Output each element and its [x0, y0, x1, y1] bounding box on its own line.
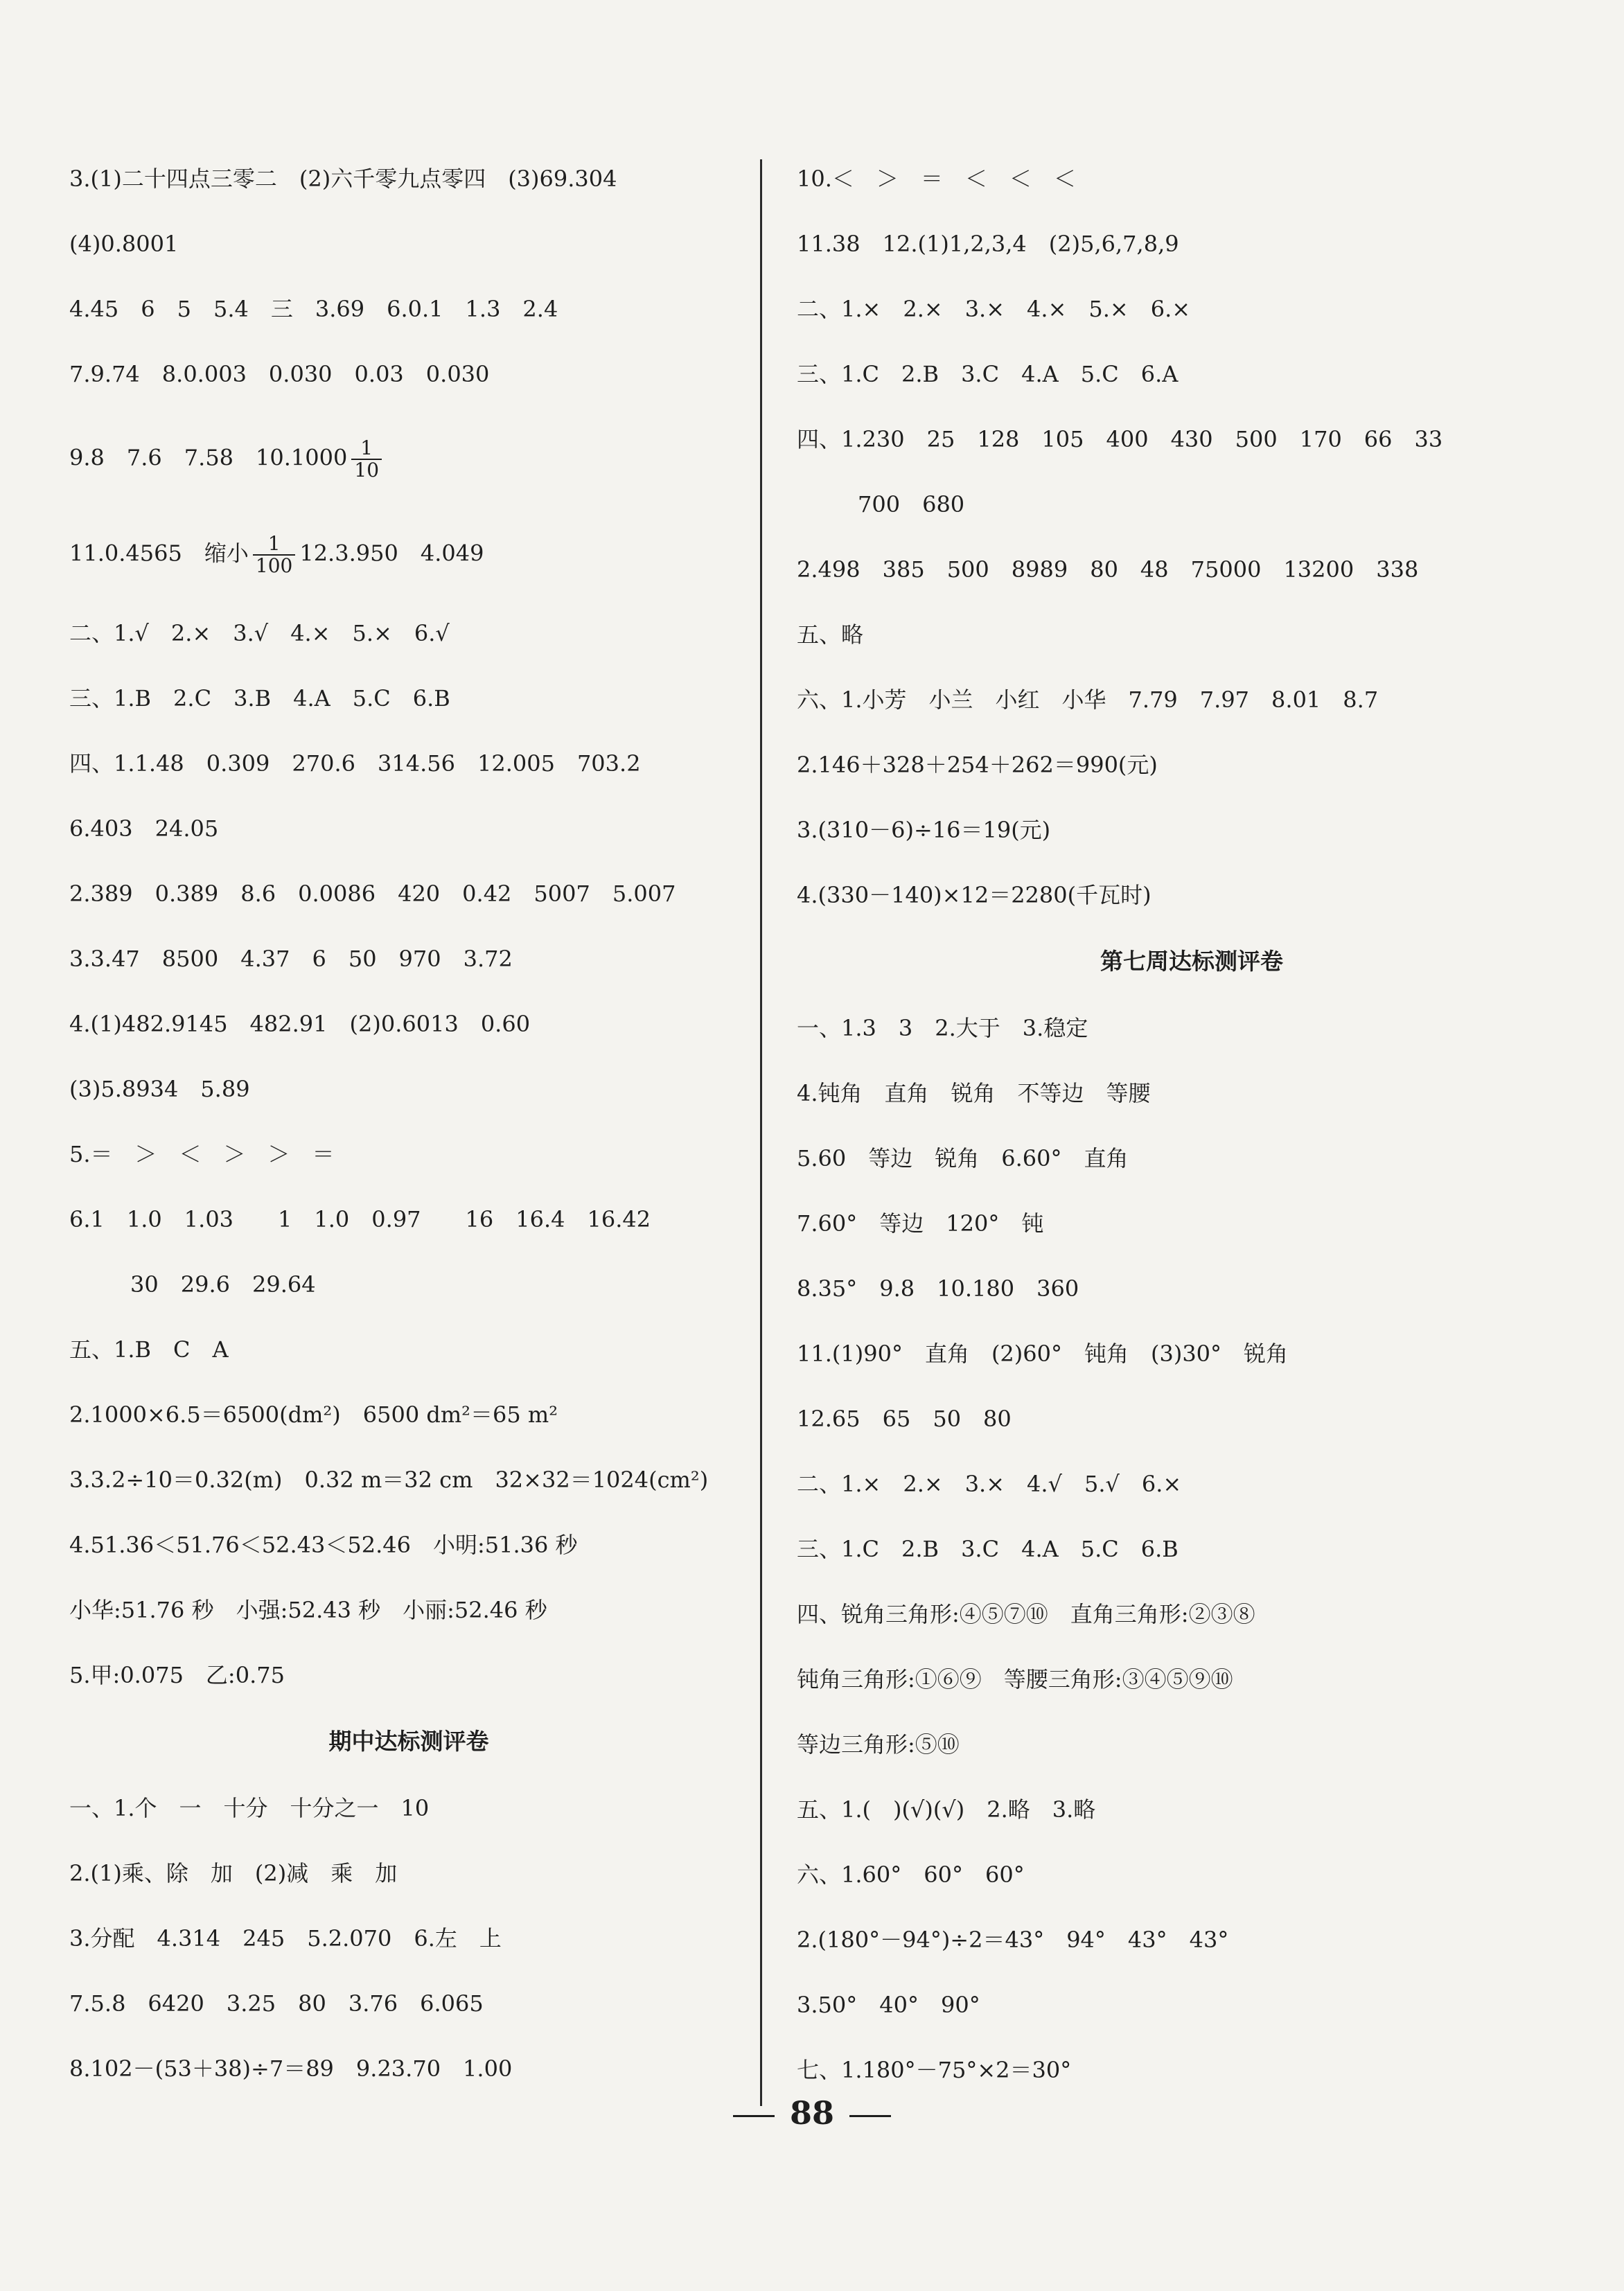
answer-line: 钝角三角形:①⑥⑨ 等腰三角形:③④⑤⑨⑩ — [797, 1666, 1233, 1692]
section-heading: 第七周达标测评卷 — [1100, 948, 1283, 975]
answer-line: 5.甲:0.075 乙:0.75 — [69, 1662, 285, 1688]
answer-line: 4.51.36＜51.76＜52.43＜52.46 小明:51.36 秒 — [69, 1532, 578, 1558]
answer-line: 七、1.180°－75°×2＝30° — [797, 2057, 1072, 2083]
answer-line: 等边三角形:⑤⑩ — [797, 1731, 960, 1758]
answer-line: 二、1.× 2.× 3.× 4.√ 5.√ 6.× — [797, 1471, 1182, 1497]
answer-line: 三、1.B 2.C 3.B 4.A 5.C 6.B — [69, 685, 450, 711]
answer-line: 6.403 24.05 — [69, 815, 219, 842]
answer-line: 六、1.小芳 小兰 小红 小华 7.79 7.97 8.01 8.7 — [797, 687, 1379, 713]
answer-line: 小华:51.76 秒 小强:52.43 秒 小丽:52.46 秒 — [69, 1597, 547, 1623]
answer-text: 9.8 7.6 7.58 10.1000 — [69, 444, 348, 471]
answer-line: 一、1.3 3 2.大于 3.稳定 — [797, 1015, 1088, 1041]
answer-line: 4.钝角 直角 锐角 不等边 等腰 — [797, 1080, 1151, 1106]
answer-line: 六、1.60° 60° 60° — [797, 1861, 1025, 1888]
page-number — [0, 2092, 1624, 2134]
answer-line: 二、1.× 2.× 3.× 4.× 5.× 6.× — [797, 296, 1191, 322]
answer-line: 四、1.230 25 128 105 400 430 500 170 66 33 — [797, 426, 1443, 452]
answer-line: 2.498 385 500 8989 80 48 75000 13200 338 — [797, 556, 1419, 583]
fraction-denominator: 10 — [354, 459, 380, 481]
answer-line: 一、1.个 一 十分 十分之一 10 — [69, 1795, 430, 1821]
fraction-numerator: 1 — [253, 533, 295, 556]
answer-line: 3.分配 4.314 245 5.2.070 6.左 上 — [69, 1925, 502, 1952]
answer-line: 2.146＋328＋254＋262＝990(元) — [797, 752, 1158, 778]
answer-line: 11.(1)90° 直角 (2)60° 钝角 (3)30° 锐角 — [797, 1341, 1289, 1367]
answer-line: 7.9.74 8.0.003 0.030 0.03 0.030 — [69, 361, 490, 387]
section-heading: 期中达标测评卷 — [328, 1728, 489, 1755]
fraction-numerator: 1 — [351, 438, 382, 460]
answer-line: 3.(1)二十四点三零二 (2)六千零九点零四 (3)69.304 — [69, 166, 617, 192]
answer-line: 2.389 0.389 8.6 0.0086 420 0.42 5007 5.007 — [69, 881, 676, 907]
answer-line: 2.(180°－94°)÷2＝43° 94° 43° 43° — [797, 1927, 1229, 1953]
answer-line-with-fraction — [69, 532, 484, 577]
answer-line: 7.5.8 6420 3.25 80 3.76 6.065 — [69, 1990, 484, 2017]
answer-line: 8.102－(53＋38)÷7＝89 9.23.70 1.00 — [69, 2055, 513, 2082]
answer-line: (4)0.8001 — [69, 231, 179, 257]
answer-line: 五、1.B C A — [69, 1336, 229, 1363]
answer-line: 12.65 65 50 80 — [797, 1406, 1012, 1432]
answer-line: 三、1.C 2.B 3.C 4.A 5.C 6.B — [797, 1536, 1179, 1562]
answer-line: 5.60 等边 锐角 6.60° 直角 — [797, 1145, 1129, 1171]
answer-line: 3.3.2÷10＝0.32(m) 0.32 m＝32 cm 32×32＝1024(cm²) — [69, 1467, 709, 1493]
answer-text: 11.0.4565 缩小 — [69, 540, 249, 567]
answer-line: 30 29.6 29.64 — [130, 1271, 316, 1298]
answer-line: 五、1.( )(√)(√) 2.略 3.略 — [797, 1796, 1096, 1823]
answer-line: 6.1 1.0 1.03 1 1.0 0.97 16 16.4 16.42 — [69, 1206, 651, 1232]
answer-line: 5.＝ ＞ ＜ ＞ ＞ ＝ — [69, 1141, 335, 1167]
answer-line: 四、1.1.48 0.309 270.6 314.56 12.005 703.2 — [69, 750, 641, 777]
answer-line: 10.＜ ＞ ＝ ＜ ＜ ＜ — [797, 166, 1076, 192]
answer-line: 4.(330－140)×12＝2280(千瓦时) — [797, 882, 1151, 908]
fraction-denominator: 100 — [255, 554, 293, 577]
answer-line: 8.35° 9.8 10.180 360 — [797, 1275, 1079, 1302]
answer-line: (3)5.8934 5.89 — [69, 1076, 250, 1102]
answer-line: 五、略 — [797, 621, 864, 648]
answer-line: 三、1.C 2.B 3.C 4.A 5.C 6.A — [797, 361, 1179, 387]
answer-line: 二、1.√ 2.× 3.√ 4.× 5.× 6.√ — [69, 620, 450, 646]
answer-line: 3.3.47 8500 4.37 6 50 970 3.72 — [69, 946, 513, 972]
answer-line: 4.45 6 5 5.4 三 3.69 6.0.1 1.3 2.4 — [69, 296, 558, 322]
answer-line: 700 680 — [858, 491, 965, 518]
answer-line-with-fraction — [69, 436, 386, 481]
answer-line: 4.(1)482.9145 482.91 (2)0.6013 0.60 — [69, 1011, 531, 1037]
answer-line: 11.38 12.(1)1,2,3,4 (2)5,6,7,8,9 — [797, 231, 1179, 257]
answer-text: 12.3.950 4.049 — [299, 540, 484, 567]
answer-line: 3.(310－6)÷16＝19(元) — [797, 817, 1051, 843]
answer-line: 2.1000×6.5＝6500(dm²) 6500 dm²＝65 m² — [69, 1401, 558, 1428]
answer-line: 3.50° 40° 90° — [797, 1992, 980, 2018]
fraction — [351, 438, 382, 481]
answer-line: 2.(1)乘、除 加 (2)减 乘 加 — [69, 1860, 398, 1886]
fraction — [253, 533, 295, 576]
answer-line: 四、锐角三角形:④⑤⑦⑩ 直角三角形:②③⑧ — [797, 1601, 1255, 1627]
answer-line: 7.60° 等边 120° 钝 — [797, 1210, 1044, 1237]
column-divider — [760, 159, 762, 2106]
page-number-text: 88 — [789, 2094, 834, 2132]
